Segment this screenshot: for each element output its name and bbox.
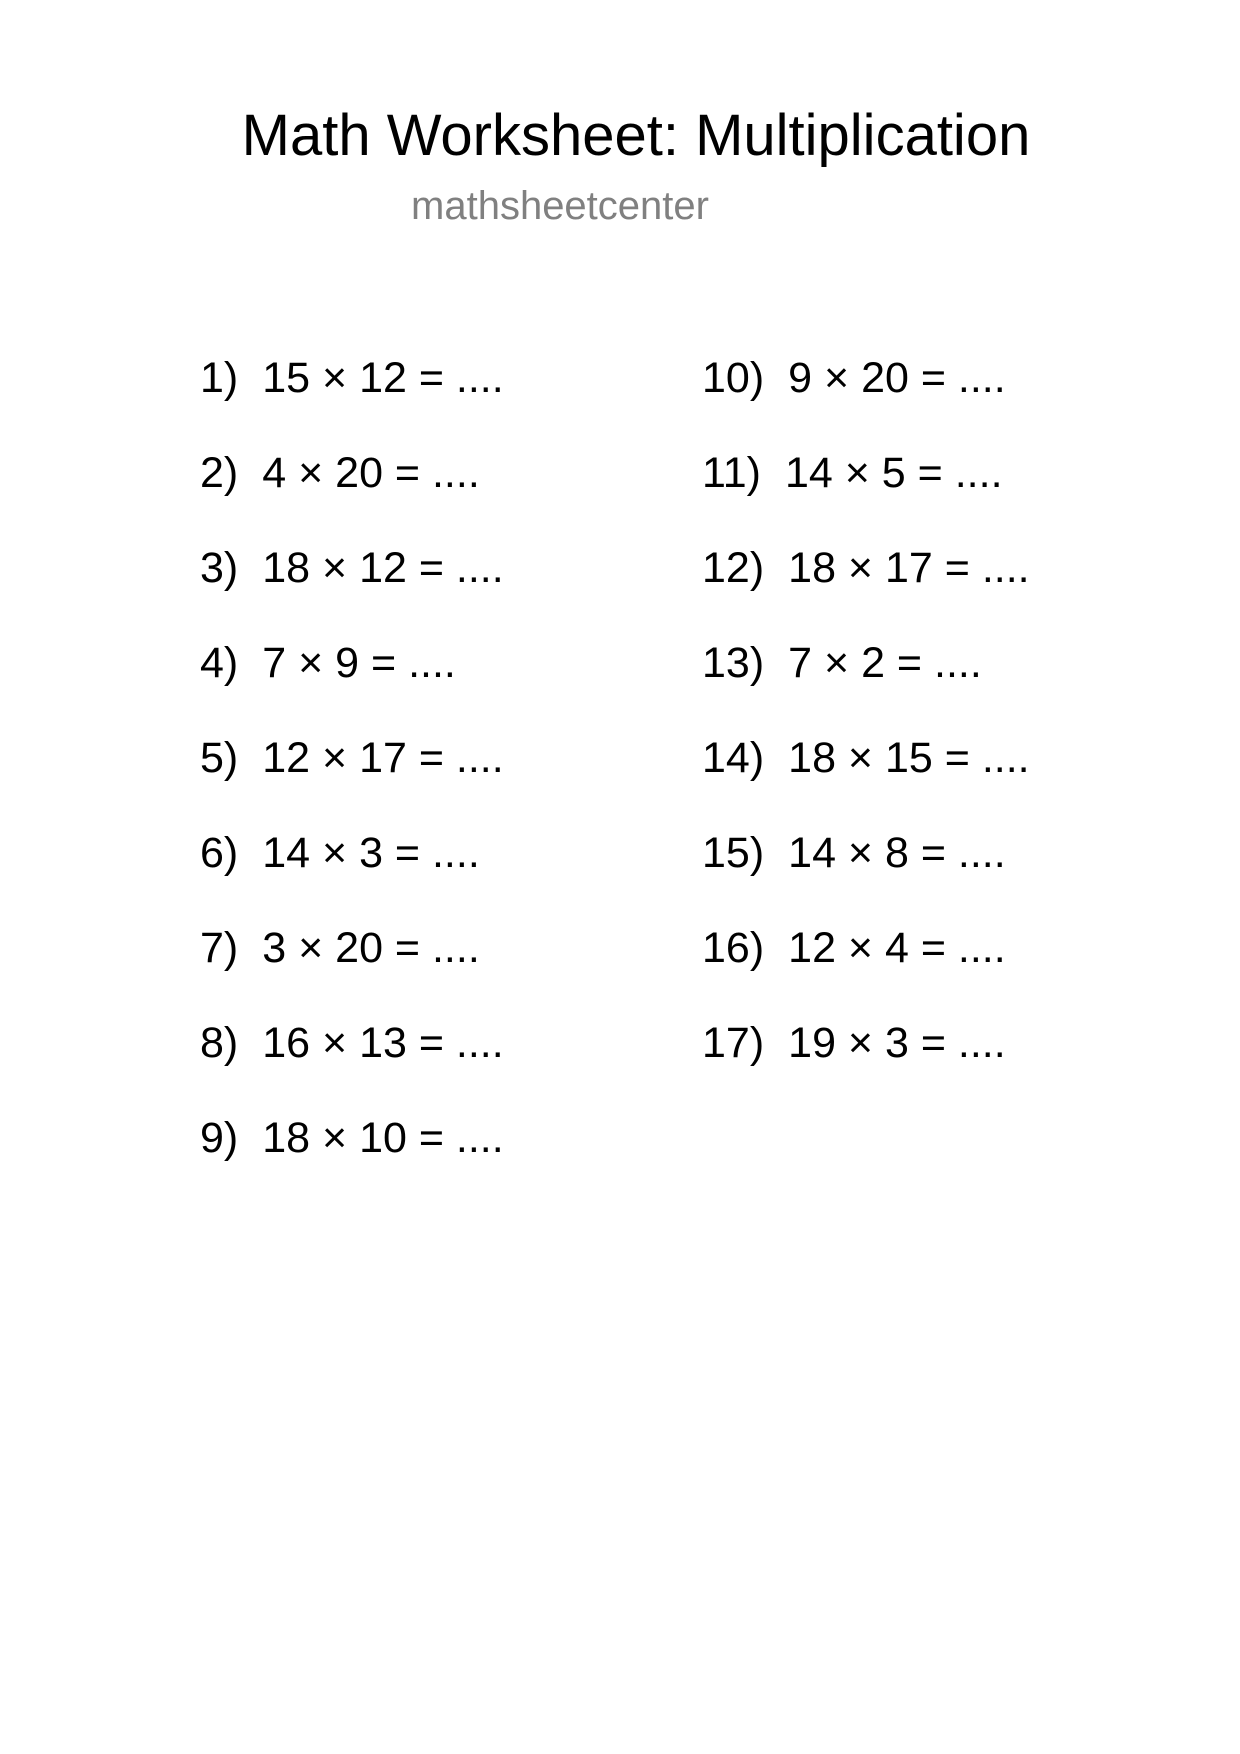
- problem-item: [702, 1013, 1030, 1108]
- problem-item: [702, 728, 1030, 823]
- problem-expression: 3 × 20 = ....: [262, 924, 480, 972]
- problem-number: 10): [702, 354, 765, 402]
- problem-item: [200, 538, 504, 633]
- problem-item: [702, 538, 1030, 633]
- problem-expression: 16 × 13 = ....: [262, 1019, 504, 1067]
- problem-number: 5): [200, 734, 239, 782]
- problem-number: 11): [702, 449, 761, 497]
- problem-item: [200, 633, 504, 728]
- problem-item: [200, 823, 504, 918]
- problem-expression: 18 × 10 = ....: [262, 1114, 504, 1162]
- problem-item: [200, 918, 504, 1013]
- problem-number: 13): [702, 639, 765, 687]
- problem-column-right: [702, 348, 1030, 1108]
- problem-number: 12): [702, 544, 765, 592]
- problem-item: [200, 1108, 504, 1203]
- problem-column-left: [200, 348, 504, 1203]
- problem-item: [702, 443, 1030, 538]
- problem-expression: 14 × 8 = ....: [788, 829, 1006, 877]
- problem-item: [702, 918, 1030, 1013]
- site-name: mathsheetcenter: [411, 184, 709, 228]
- problem-item: [200, 443, 504, 538]
- problem-number: 8): [200, 1019, 239, 1067]
- problem-number: 7): [200, 924, 239, 972]
- problem-expression: 14 × 3 = ....: [262, 829, 480, 877]
- problem-number: 14): [702, 734, 765, 782]
- problem-expression: 15 × 12 = ....: [262, 354, 504, 402]
- problem-number: 4): [200, 639, 239, 687]
- problem-expression: 7 × 2 = ....: [788, 639, 982, 687]
- problem-number: 3): [200, 544, 239, 592]
- problem-expression: 9 × 20 = ....: [788, 354, 1006, 402]
- problem-number: 17): [702, 1019, 765, 1067]
- problem-expression: 12 × 17 = ....: [262, 734, 504, 782]
- problem-expression: 7 × 9 = ....: [262, 639, 456, 687]
- problem-expression: 18 × 17 = ....: [788, 544, 1030, 592]
- problem-expression: 14 × 5 = ....: [784, 449, 1003, 497]
- page-title: Math Worksheet: Multiplication: [241, 103, 1031, 168]
- problem-number: 1): [200, 354, 239, 402]
- problem-number: 16): [702, 924, 765, 972]
- problem-number: 2): [200, 449, 239, 497]
- problem-expression: 18 × 12 = ....: [262, 544, 504, 592]
- problem-item: [702, 348, 1030, 443]
- problem-item: [702, 633, 1030, 728]
- problem-item: [200, 728, 504, 823]
- problem-expression: 12 × 4 = ....: [788, 924, 1006, 972]
- problem-expression: 18 × 15 = ....: [788, 734, 1030, 782]
- problem-item: [200, 1013, 504, 1108]
- problem-number: 9): [200, 1114, 239, 1162]
- problem-number: 15): [702, 829, 765, 877]
- problem-item: [200, 348, 504, 443]
- problem-number: 6): [200, 829, 239, 877]
- problem-expression: 4 × 20 = ....: [262, 449, 480, 497]
- problem-item: [702, 823, 1030, 918]
- problem-expression: 19 × 3 = ....: [788, 1019, 1006, 1067]
